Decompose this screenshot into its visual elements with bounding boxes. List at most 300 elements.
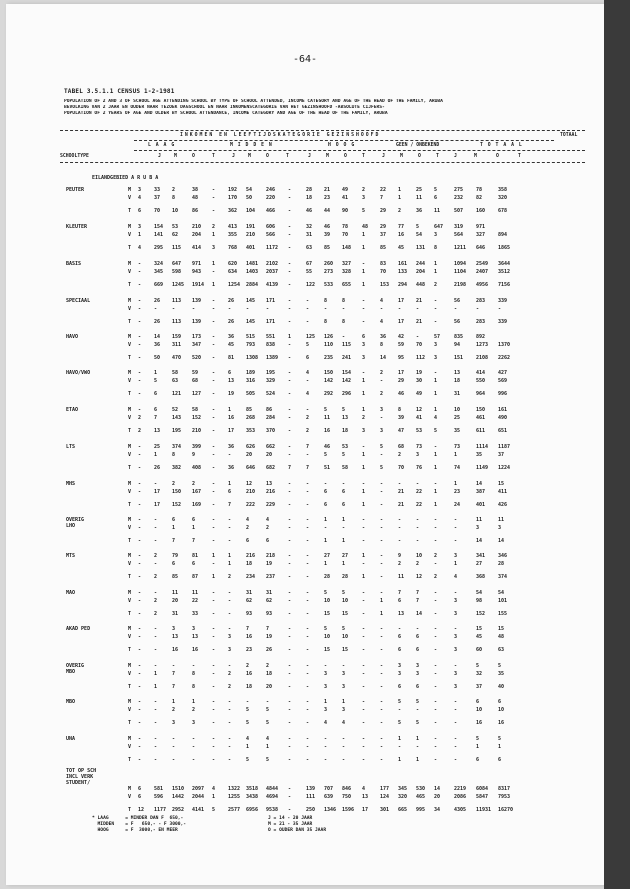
table-cell: 32 (476, 671, 483, 677)
school-type-label: UNA (66, 736, 76, 742)
table-cell: 320 (498, 195, 508, 201)
table-cell: - (362, 736, 366, 742)
table-cell: 218 (266, 553, 276, 559)
table-cell: 2 (154, 574, 158, 580)
page-number: -64- (292, 54, 318, 65)
table-row (60, 334, 585, 341)
table-cell: 466 (266, 208, 276, 214)
table-cell: 2219 (454, 786, 467, 792)
table-cell: - (212, 757, 216, 763)
table-cell: - (306, 407, 310, 413)
table-cell: - (138, 282, 142, 288)
table-cell: - (434, 319, 438, 325)
sex-code: V (128, 378, 132, 384)
table-cell: - (246, 306, 250, 312)
sex-code: M (128, 553, 132, 559)
table-cell: 2 (306, 428, 310, 434)
table-cell: 2102 (266, 261, 279, 267)
table-cell: 4 (212, 786, 216, 792)
table-cell: 177 (380, 786, 390, 792)
table-cell: - (212, 744, 216, 750)
table-cell: 6 (172, 517, 176, 523)
table-cell: 4 (246, 517, 250, 523)
table-cell: 894 (498, 232, 508, 238)
table-cell: - (476, 306, 480, 312)
table-cell: 41 (416, 415, 423, 421)
table-cell: - (306, 517, 310, 523)
table-cell: - (288, 517, 292, 523)
table-cell: - (138, 720, 142, 726)
table-cell: 5 (342, 590, 346, 596)
table-cell: 611 (476, 428, 486, 434)
table-cell: 345 (398, 786, 408, 792)
table-cell: - (398, 306, 402, 312)
table-title: TABEL 3.5.1.1 CENSUS 1-2-1981 (64, 88, 175, 95)
table-cell: - (212, 465, 216, 471)
age-col-header: O (418, 154, 421, 159)
table-cell: 507 (454, 208, 464, 214)
table-cell: - (306, 574, 310, 580)
table-cell: 36 (228, 465, 235, 471)
table-cell: 122 (306, 282, 316, 288)
table-cell: - (306, 663, 310, 669)
table-cell: 17 (228, 428, 235, 434)
table-cell: - (154, 517, 158, 523)
table-cell: - (306, 757, 310, 763)
sex-code: T (128, 282, 132, 288)
table-cell: 892 (476, 334, 486, 340)
table-cell: 98 (476, 598, 483, 604)
table-cell: - (342, 736, 346, 742)
table-cell: 5 (398, 699, 402, 705)
table-cell: 1 (342, 561, 346, 567)
table-cell: 5 (246, 720, 250, 726)
table-cell: - (138, 489, 142, 495)
table-row (60, 671, 585, 678)
table-cell: 401 (246, 245, 256, 251)
table-row (60, 517, 585, 524)
table-cell: 14 (476, 481, 483, 487)
table-row (60, 553, 585, 560)
table-cell: - (342, 334, 346, 340)
sex-code: M (128, 517, 132, 523)
sex-code: T (128, 245, 132, 251)
table-cell: - (380, 626, 384, 632)
table-cell: 81 (228, 355, 235, 361)
table-cell: - (228, 699, 232, 705)
table-row (60, 502, 585, 509)
table-cell: 3 (416, 452, 420, 458)
table-cell: 2 (172, 707, 176, 713)
table-cell: 17 (398, 298, 405, 304)
table-cell: 2 (192, 481, 196, 487)
table-cell: 25 (454, 415, 461, 421)
table-row (60, 391, 585, 398)
table-cell: - (380, 720, 384, 726)
table-cell: - (434, 671, 438, 677)
table-cell: 1 (362, 378, 366, 384)
table-cell: 1 (434, 407, 438, 413)
table-cell: 160 (476, 208, 486, 214)
table-cell: 17 (398, 370, 405, 376)
table-cell: - (454, 525, 458, 531)
table-cell: 1 (416, 757, 420, 763)
table-cell: 6 (434, 195, 438, 201)
table-cell: - (362, 538, 366, 544)
table-cell: 53 (342, 444, 349, 450)
table-cell: 5 (498, 736, 502, 742)
table-cell: - (138, 444, 142, 450)
table-cell: 1 (138, 232, 142, 238)
table-cell: 10 (342, 634, 349, 640)
table-cell: - (172, 744, 176, 750)
table-cell: 19 (416, 370, 423, 376)
table-cell: - (398, 481, 402, 487)
table-cell: - (288, 282, 292, 288)
table-cell: - (362, 444, 366, 450)
table-cell: 15 (324, 647, 331, 653)
age-col-header: T (212, 154, 215, 159)
table-cell: - (324, 481, 328, 487)
table-cell: 995 (416, 807, 426, 813)
table-cell: - (306, 611, 310, 617)
school-type-label: OVERIG LHO (66, 517, 85, 529)
table-cell: 48 (192, 195, 199, 201)
table-cell: 6 (172, 561, 176, 567)
table-cell: 3 (398, 671, 402, 677)
table-cell: 9 (192, 452, 196, 458)
table-cell: 11 (172, 590, 179, 596)
table-cell: 23 (246, 647, 253, 653)
table-cell: 83 (380, 261, 387, 267)
table-cell: - (266, 306, 270, 312)
sex-code: V (128, 195, 132, 201)
table-cell: 10 (342, 598, 349, 604)
table-cell: 124 (380, 794, 390, 800)
table-cell: - (288, 355, 292, 361)
table-cell: 3 (454, 647, 458, 653)
table-cell: - (288, 444, 292, 450)
table-cell: 835 (454, 334, 464, 340)
table-cell: 111 (306, 794, 316, 800)
table-cell: 25 (154, 444, 161, 450)
table-cell: 319 (454, 224, 464, 230)
table-cell: - (154, 538, 158, 544)
table-cell: 651 (498, 428, 508, 434)
table-cell: 1308 (246, 355, 259, 361)
table-cell: 70 (342, 232, 349, 238)
table-cell: 7 (398, 590, 402, 596)
table-cell: 50 (246, 195, 253, 201)
table-cell: 295 (154, 245, 164, 251)
table-cell: 5 (380, 444, 384, 450)
table-cell: 3 (212, 245, 216, 251)
table-cell: 13 (228, 378, 235, 384)
table-cell: 401 (476, 502, 486, 508)
table-cell: - (362, 481, 366, 487)
table-row (60, 342, 585, 349)
table-cell: 273 (324, 269, 334, 275)
table-row (60, 538, 585, 545)
sex-code: T (128, 684, 132, 690)
table-cell: 971 (476, 224, 486, 230)
table-cell: 3 (138, 224, 142, 230)
table-cell: - (416, 334, 420, 340)
table-cell: 569 (498, 378, 508, 384)
table-cell: - (380, 525, 384, 531)
table-row (60, 232, 585, 239)
table-cell: - (212, 538, 216, 544)
table-cell: 411 (498, 489, 508, 495)
table-cell: 54 (498, 590, 505, 596)
table-cell: 45 (398, 245, 405, 251)
table-cell: 113 (172, 298, 182, 304)
table-cell: - (434, 626, 438, 632)
table-cell: - (362, 699, 366, 705)
table-cell: 20 (266, 452, 273, 458)
table-cell: 79 (172, 553, 179, 559)
table-row (60, 444, 585, 451)
age-col-header: J (158, 154, 161, 159)
table-cell: - (138, 378, 142, 384)
table-cell: 28 (498, 561, 505, 567)
table-cell: 14 (434, 786, 441, 792)
table-row (60, 744, 585, 751)
table-cell: 139 (192, 298, 202, 304)
table-cell: 8 (192, 684, 196, 690)
table-cell: - (324, 663, 328, 669)
age-col-header: T (286, 154, 289, 159)
sex-code: V (128, 525, 132, 531)
table-cell: - (454, 590, 458, 596)
sex-code: T (128, 208, 132, 214)
table-cell: - (306, 626, 310, 632)
table-cell: 1 (228, 407, 232, 413)
table-cell: 246 (266, 187, 276, 193)
sex-code: V (128, 794, 132, 800)
description-line-3: POPULATION OF 2 YEARS OF AGE AND OLDER BY SCHOOL ATTENDANCE, INCOME CATEGORY AND AGE OF THE HEAD OF THE FAMILY, ARUBA (64, 111, 388, 116)
table-cell: 1 (434, 378, 438, 384)
table-cell: - (324, 757, 328, 763)
table-cell: - (212, 208, 216, 214)
table-row (60, 634, 585, 641)
table-cell: - (288, 684, 292, 690)
table-cell: - (288, 342, 292, 348)
sex-code: M (128, 444, 132, 450)
table-cell: - (288, 502, 292, 508)
table-cell: 6 (306, 355, 310, 361)
table-cell: 427 (498, 370, 508, 376)
table-cell: 204 (192, 232, 202, 238)
age-col-header: T (436, 154, 439, 159)
sex-code: V (128, 232, 132, 238)
table-cell: 152 (476, 611, 486, 617)
table-cell: - (138, 298, 142, 304)
table-cell: 12 (416, 574, 423, 580)
table-cell: 85 (246, 407, 253, 413)
table-cell: 1 (434, 452, 438, 458)
table-cell: 15 (324, 611, 331, 617)
school-type-label: ETAO (66, 407, 79, 413)
table-cell: 22 (416, 502, 423, 508)
table-cell: - (288, 269, 292, 275)
table-row (60, 736, 585, 743)
table-cell: - (228, 517, 232, 523)
table-cell: 7 (172, 684, 176, 690)
table-cell: 115 (172, 245, 182, 251)
table-cell: - (212, 391, 216, 397)
table-row (60, 195, 585, 202)
age-col-header: J (232, 154, 235, 159)
table-cell: - (138, 574, 142, 580)
legend-age: J = 14 - 20 JAAR M = 21 - 35 JAAR O = OUDER DAN 35 JAAR (268, 816, 327, 833)
table-cell: 1865 (498, 245, 511, 251)
table-cell: 153 (380, 282, 390, 288)
table-row (60, 245, 585, 252)
table-cell: 39 (398, 415, 405, 421)
table-cell: - (288, 232, 292, 238)
table-cell: 647 (434, 224, 444, 230)
table-cell: - (380, 489, 384, 495)
table-cell: - (362, 611, 366, 617)
table-cell: - (454, 744, 458, 750)
table-cell: 19 (266, 561, 273, 567)
table-cell: - (288, 208, 292, 214)
table-cell: - (362, 634, 366, 640)
table-cell: 53 (172, 224, 179, 230)
table-cell: 408 (192, 465, 202, 471)
table-cell: 533 (324, 282, 334, 288)
table-cell: 6 (342, 489, 346, 495)
table-cell: - (398, 517, 402, 523)
table-cell: 63 (172, 378, 179, 384)
table-cell: 414 (192, 245, 202, 251)
table-cell: - (212, 647, 216, 653)
table-cell: - (454, 306, 458, 312)
sex-code: T (128, 391, 132, 397)
table-cell: 793 (246, 342, 256, 348)
table-cell: 23 (454, 489, 461, 495)
table-row (60, 407, 585, 414)
table-cell: 13 (192, 634, 199, 640)
table-cell: - (212, 684, 216, 690)
table-cell: 10 (476, 707, 483, 713)
table-cell: 232 (454, 195, 464, 201)
table-cell: - (212, 342, 216, 348)
table-cell: 22 (416, 489, 423, 495)
table-cell: 11 (398, 574, 405, 580)
table-cell: 14 (498, 538, 505, 544)
table-cell: 2 (306, 415, 310, 421)
table-cell: - (342, 306, 346, 312)
table-cell: 1 (398, 757, 402, 763)
table-cell: 21 (398, 489, 405, 495)
table-cell: - (138, 757, 142, 763)
table-cell: - (228, 720, 232, 726)
table-cell: 45 (476, 634, 483, 640)
table-cell: 1177 (154, 807, 167, 813)
sex-code: M (128, 481, 132, 487)
table-cell: 12 (138, 807, 145, 813)
table-cell: - (434, 634, 438, 640)
table-cell: - (212, 525, 216, 531)
table-cell: 16 (498, 720, 505, 726)
table-cell: 620 (228, 261, 238, 267)
table-cell: 1273 (476, 342, 489, 348)
table-cell: - (138, 736, 142, 742)
table-cell: - (212, 517, 216, 523)
table-cell: - (306, 634, 310, 640)
table-cell: - (212, 663, 216, 669)
table-cell: - (288, 598, 292, 604)
table-cell: - (138, 465, 142, 471)
table-cell: 2 (416, 561, 420, 567)
table-row (60, 663, 585, 670)
table-cell: 76 (416, 465, 423, 471)
table-cell: 1 (434, 489, 438, 495)
table-cell: 1 (212, 553, 216, 559)
table-cell: 115 (342, 342, 352, 348)
sex-code: T (128, 319, 132, 325)
table-cell: 327 (476, 232, 486, 238)
table-cell: - (306, 720, 310, 726)
group-title: INKOMEN EN LEEFTIJDSKATEGORIE GEZINSHOOFD (180, 133, 381, 138)
table-cell: 14 (154, 334, 161, 340)
table-cell: - (288, 195, 292, 201)
table-cell: - (212, 355, 216, 361)
table-cell: - (380, 671, 384, 677)
table-cell: 7156 (498, 282, 511, 288)
table-cell: 133 (398, 269, 408, 275)
table-cell: - (454, 720, 458, 726)
table-cell: 11 (498, 517, 505, 523)
table-cell: 46 (324, 444, 331, 450)
table-cell: 210 (192, 428, 202, 434)
table-cell: 222 (246, 502, 256, 508)
income-totaal: T O T A A L (480, 143, 523, 148)
table-cell: 1 (416, 736, 420, 742)
table-cell: - (138, 319, 142, 325)
table-cell: 58 (192, 407, 199, 413)
table-row (60, 707, 585, 714)
table-cell: 20 (246, 452, 253, 458)
table-cell: - (212, 370, 216, 376)
region-label: EILANDGEBIED A R U B A (92, 175, 159, 181)
scan-edge (604, 0, 630, 889)
table-cell: 768 (228, 245, 238, 251)
table-cell: 1 (246, 744, 250, 750)
table-cell: - (138, 355, 142, 361)
table-cell: 3 (454, 684, 458, 690)
table-cell: - (192, 736, 196, 742)
table-cell: 42 (398, 334, 405, 340)
table-cell: - (212, 452, 216, 458)
table-cell: - (192, 306, 196, 312)
table-cell: - (342, 744, 346, 750)
table-cell: - (212, 720, 216, 726)
table-cell: 6 (138, 208, 142, 214)
table-cell: - (398, 626, 402, 632)
table-cell: 2 (172, 187, 176, 193)
table-cell: 3 (454, 671, 458, 677)
table-cell: 152 (192, 415, 202, 421)
table-cell: - (288, 574, 292, 580)
table-cell: - (362, 626, 366, 632)
table-cell: 5 (324, 590, 328, 596)
table-cell: 27 (342, 553, 349, 559)
table-cell: 8 (398, 407, 402, 413)
table-cell: 37 (380, 232, 387, 238)
